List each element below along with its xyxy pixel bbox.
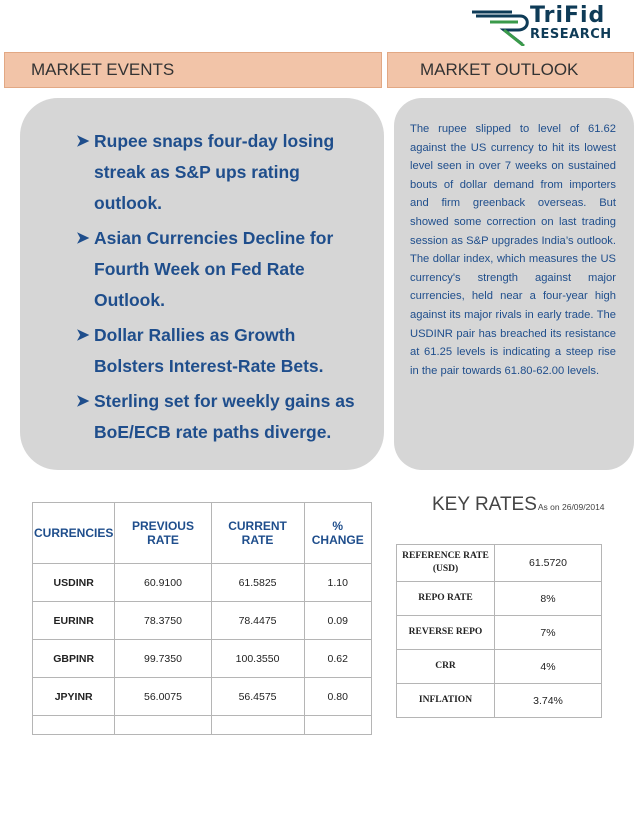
current-rate: 78.4475 [211,602,304,640]
column-header-current-rate: CURRENT RATE [211,503,304,564]
arrow-bullet-icon: ➤ [76,393,90,410]
currencies-table [32,502,372,735]
key-rates-table [396,544,602,718]
logo-wordmark [530,4,612,42]
event-item [64,223,364,316]
previous-rate: 60.9100 [115,564,211,602]
market-events-panel [20,98,384,470]
rate-label: CRR [397,650,495,684]
currency-code: EURINR [33,602,115,640]
market-outlook-header: MARKET OUTLOOK [387,52,634,88]
percent-change: 0.80 [304,678,372,716]
market-outlook-text: The rupee slipped to level of 61.62 against the US currency to hit its lowest level seen in over 7 weeks on sustained bouts of dollar demand from importers and firm greenback overseas. But showed some correction on last trading session as S&P upgrades India’s outlook. The dollar index, which measures the US currency's strength against major currencies, held near a four-year high against its major rivals in early trade. The USDINR pair has breached its resistance at 61.25 levels is indicating a steep rise in the pair towards 61.80-62.00 levels. [410,123,616,377]
arrow-bullet-icon: ➤ [76,230,90,247]
rate-label: INFLATION [397,684,495,718]
rate-value: 61.5720 [495,545,602,582]
rate-value: 4% [495,650,602,684]
table-row [33,678,372,716]
key-rates-as-of: As on 26/09/2014 [537,502,605,512]
percent-change: 0.09 [304,602,372,640]
event-text: Sterling set for weekly gains as BoE/ECB rate paths diverge. [94,391,355,442]
arrow-bullet-icon: ➤ [76,133,90,150]
event-text: Rupee snaps four-day losing streak as S&P ups rating outlook. [94,131,335,213]
market-outlook-panel [394,98,634,470]
market-events-list [64,126,364,452]
table-row [397,582,602,616]
previous-rate: 56.0075 [115,678,211,716]
event-item [64,386,364,448]
table-row [33,602,372,640]
table-row [33,640,372,678]
rate-label: REFERENCE RATE (USD) [397,545,495,582]
arrow-bullet-icon: ➤ [76,327,90,344]
rate-value: 7% [495,616,602,650]
rate-label: REPO RATE [397,582,495,616]
current-rate: 56.4575 [211,678,304,716]
table-row [397,650,602,684]
event-text: Asian Currencies Decline for Fourth Week on Fed Rate Outlook. [94,228,334,310]
current-rate: 61.5825 [211,564,304,602]
table-row [397,616,602,650]
percent-change: 1.10 [304,564,372,602]
previous-rate: 99.7350 [115,640,211,678]
column-header-currencies: CURRENCIES [33,503,115,564]
event-item [64,126,364,219]
rate-value: 8% [495,582,602,616]
percent-change: 0.62 [304,640,372,678]
table-row [397,545,602,582]
rate-value: 3.74% [495,684,602,718]
table-row [397,684,602,718]
event-item [64,320,364,382]
currency-code: USDINR [33,564,115,602]
currency-code: GBPINR [33,640,115,678]
column-header-previous-rate: PREVIOUS RATE [115,503,211,564]
event-text: Dollar Rallies as Growth Bolsters Interest-Rate Bets. [94,325,324,376]
currency-code: JPYINR [33,678,115,716]
column-header-change: % CHANGE [304,503,372,564]
key-rates-title [432,494,605,516]
table-header-row [33,503,372,564]
previous-rate: 78.3750 [115,602,211,640]
current-rate: 100.3550 [211,640,304,678]
rate-label: REVERSE REPO [397,616,495,650]
market-events-header: MARKET EVENTS [4,52,382,88]
logo-name-line1: TriFid [530,3,606,28]
table-spacer-row [33,716,372,735]
table-row [33,564,372,602]
key-rates-heading: KEY RATES [432,494,537,515]
logo-name-line2: RESEARCH [530,27,612,42]
